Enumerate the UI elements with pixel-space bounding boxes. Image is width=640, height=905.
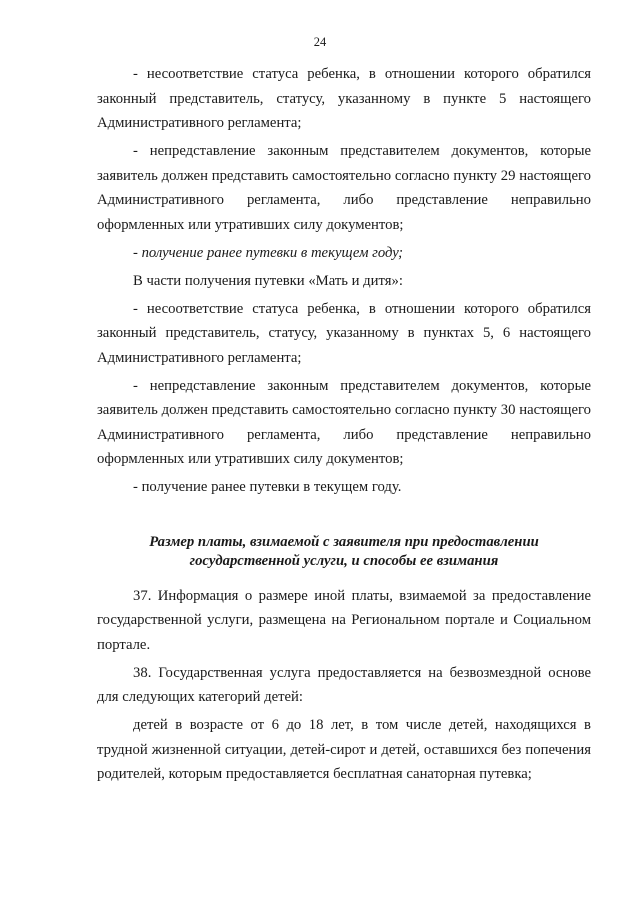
paragraph-37: 37. Информация о размере иной платы, взимаемой за предоставление государственной услуги, размещена на Региональном портале и Социальном портале.: [97, 587, 591, 653]
paragraph-children-category: детей в возрасте от 6 до 18 лет, в том числе детей, находящихся в трудной жизненной ситуации, детей-сирот и детей, оставшихся без попечения родителей, которым предоставляется бесплатная санаторная путевка;: [97, 717, 591, 782]
paragraph-voucher-received-mother-child: - получение ранее путевки в текущем году.: [133, 479, 402, 495]
paragraph-documents-not-provided: - непредставление законным представителем документов, которые заявитель должен представить самостоятельно согласно пункту 29 настоящего Административного регламента, либо представление неправильно оформленных или утративших силу документов;: [97, 143, 591, 233]
paragraph-documents-not-provided-mother-child: - непредставление законным представителем документов, которые заявитель должен представить самостоятельно согласно пункту 30 настоящего Административного регламента, либо представление неправильно оформленных или утративших силу документов;: [97, 377, 591, 467]
section-heading-line-2: государственной услуги, и способы ее взимания: [189, 552, 499, 569]
section-heading: [97, 533, 591, 571]
paragraph-38: 38. Государственная услуга предоставляется на безвозмездной основе для следующих категорий детей:: [97, 664, 591, 705]
paragraph-status-mismatch-mother-child: - несоответствие статуса ребенка, в отношении которого обратился законный представитель, статусу, указанному в пунктах 5, 6 настоящего Административного регламента;: [97, 300, 591, 366]
paragraph-voucher-received: - получение ранее путевки в текущем году;: [133, 244, 404, 261]
page-number: 24: [313, 35, 327, 49]
section-heading-line-1: Размер платы, взимаемой с заявителя при предоставлении: [149, 533, 539, 550]
paragraph-mother-child-intro: В части получения путевки «Мать и дитя»:: [133, 272, 403, 289]
page-content: [97, 62, 591, 790]
paragraph-status-mismatch: - несоответствие статуса ребенка, в отношении которого обратился законный представитель, статусу, указанному в пункте 5 настоящего Административного регламента;: [97, 66, 591, 131]
